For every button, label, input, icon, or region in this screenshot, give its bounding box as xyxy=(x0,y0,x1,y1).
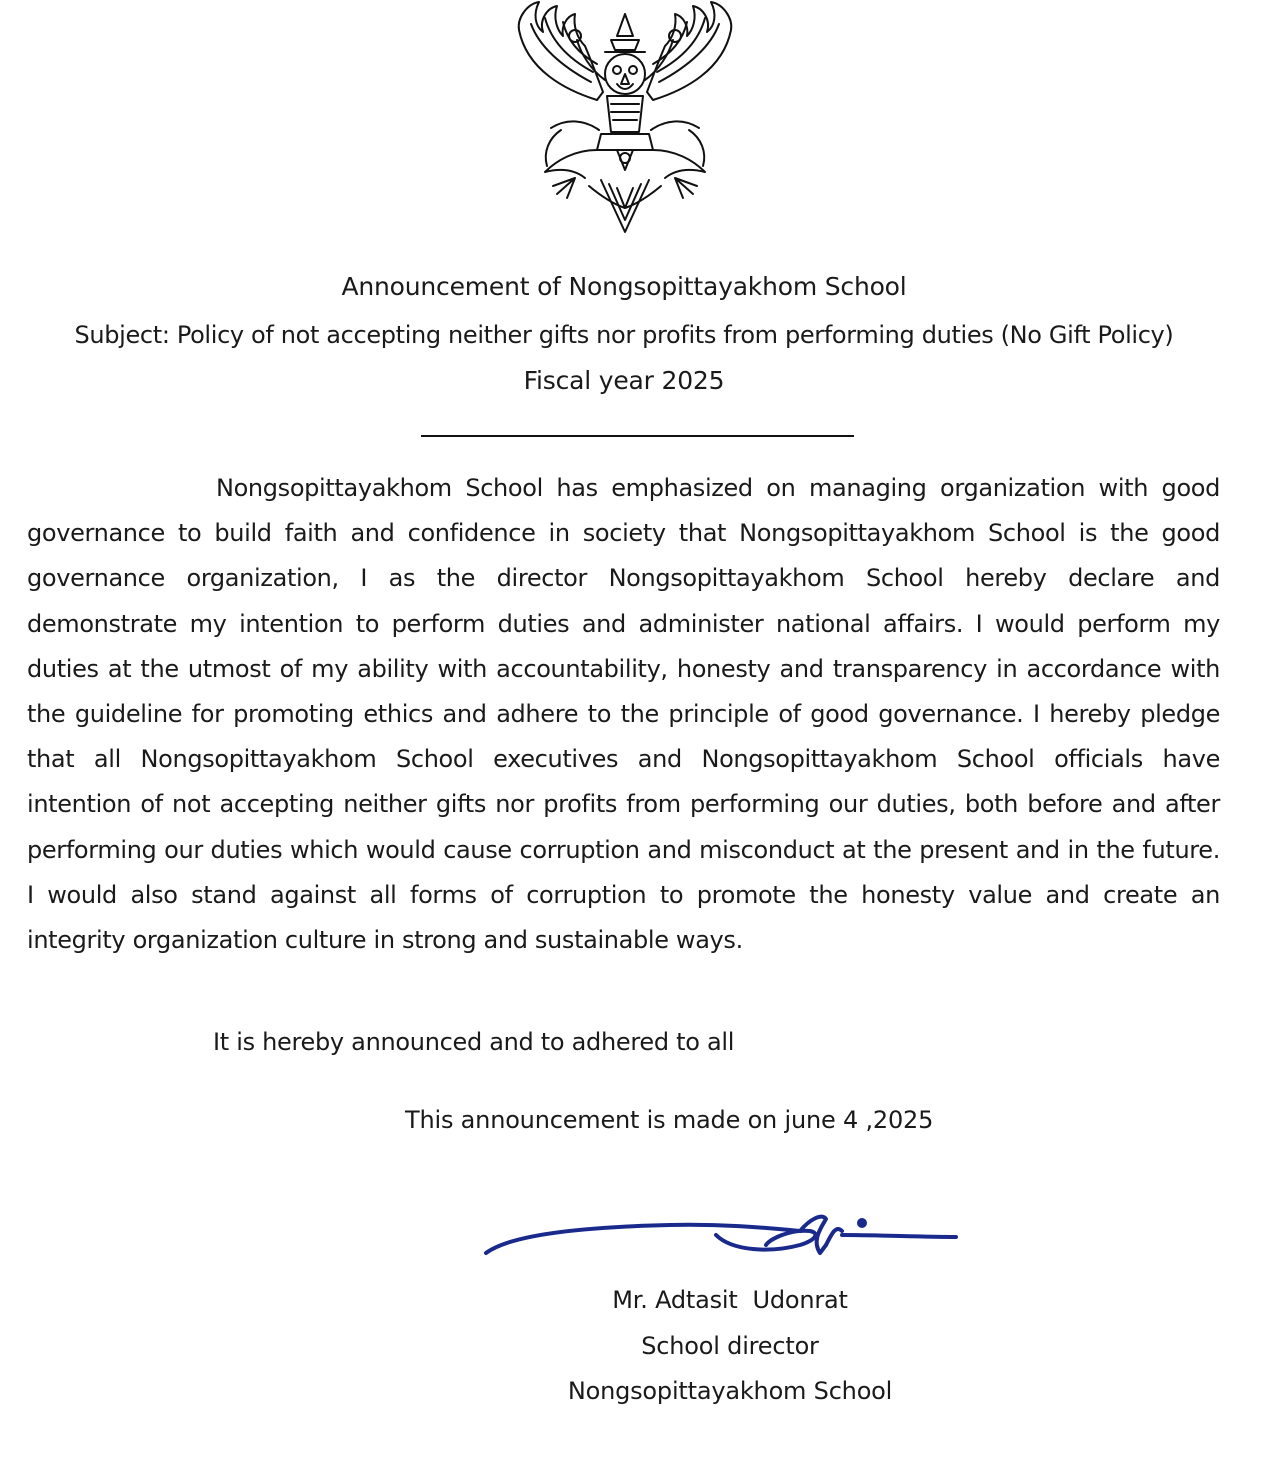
fiscal-year: Fiscal year 2025 xyxy=(523,366,725,395)
announcement-body: Nongsopittayakhom School has emphasized on managing organization with good governance to build faith and confidence in society that Nongsopittayakhom School is the good governance organization, I as the director Nongsopittayakhom School hereby declare and demonstrate my intention to perform duties and administer national affairs. I would perform my duties at the utmost of my ability with accountability, honesty and transparency in accordance with the guideline for promoting ethics and adhere to the principle of good governance. I hereby pledge that all Nongsopittayakhom School executives and Nongsopittayakhom School officials have intention of not accepting neither gifts nor profits from performing our duties, both before and after performing our duties which would cause corruption and misconduct at the present and in the future. I would also stand against all forms of corruption to promote the honesty value and create an integrity organization culture in strong and sustainable ways. xyxy=(27,474,1220,955)
announcement-date: This announcement is made on june 4 ,2025 xyxy=(405,1106,934,1134)
garuda-emblem-icon xyxy=(505,0,745,240)
signatory-organization: Nongsopittayakhom School xyxy=(567,1377,893,1405)
heading-divider xyxy=(421,435,854,437)
signatory-name: Mr. Adtasit Udonrat xyxy=(612,1286,848,1314)
closing-statement: It is hereby announced and to adhered to all xyxy=(213,1028,735,1056)
signatory-position: School director xyxy=(641,1332,819,1360)
handwritten-signature-icon xyxy=(470,1205,970,1275)
announcement-title: Announcement of Nongsopittayakhom School xyxy=(341,272,907,301)
announcement-subject: Subject: Policy of not accepting neither gifts nor profits from performing duties (No Gift Policy) xyxy=(74,321,1174,349)
